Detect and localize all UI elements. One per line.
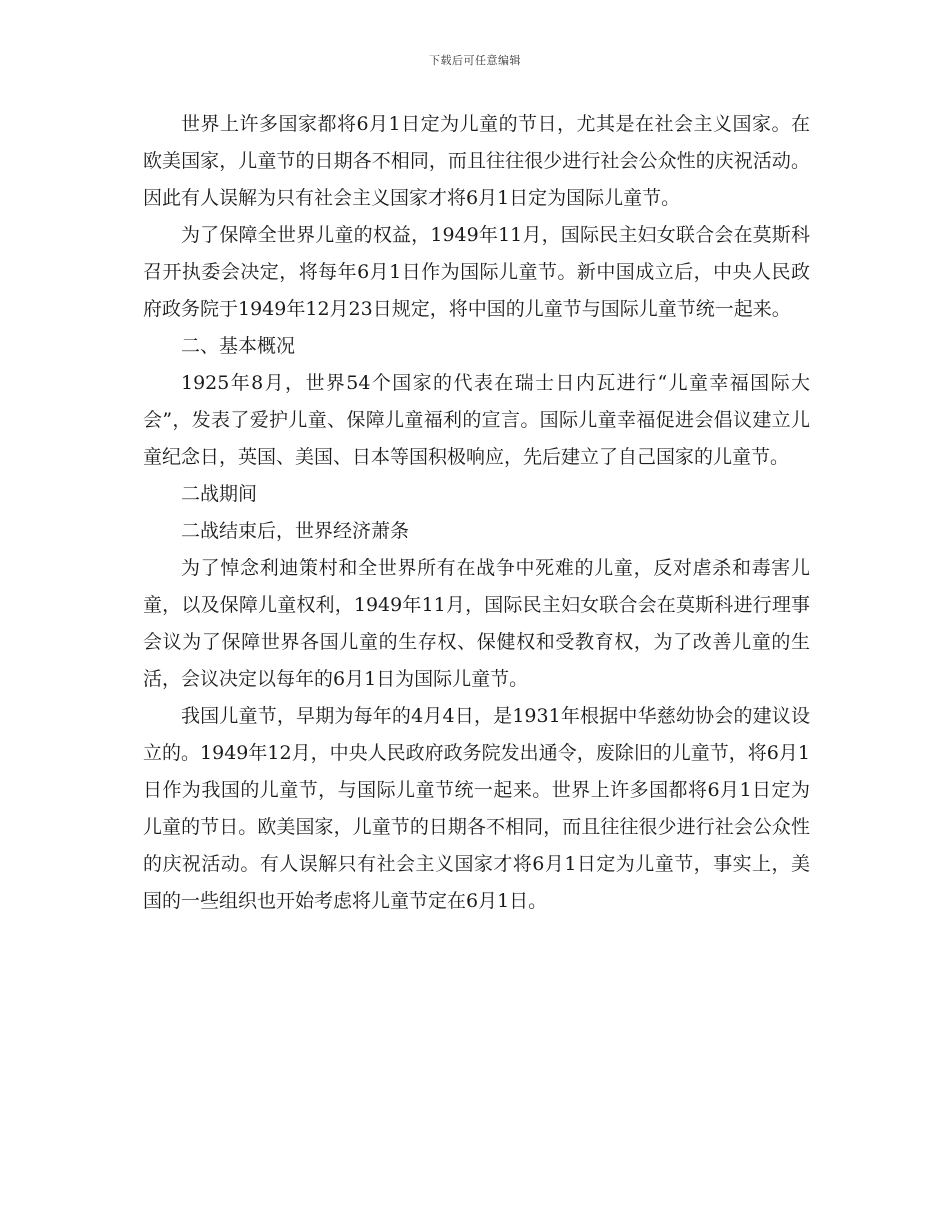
paragraph-intro: 世界上许多国家都将6月1日定为儿童的节日，尤其是在社会主义国家。在欧美国家，儿童节的日期各不相同，而且往往很少进行社会公众性的庆祝活动。因此有人误解为只有社会主义国家才将6月1日定为国际儿童节。 [143, 113, 810, 209]
paragraph-1925-conference: 1925年8月，世界54个国家的代表在瑞士日内瓦进行“儿童幸福国际大会”，发表了爱护儿童、保障儿童福利的宣言。国际儿童幸福促进会倡议建立儿童纪念日，英国、美国、日本等国积极响应，先后建立了自己国家的儿童节。 [143, 372, 810, 468]
document-body [143, 106, 810, 920]
section-heading-basic-overview: 二、基本概况 [181, 335, 296, 357]
paragraph-lidice-memorial: 为了悼念利迪策村和全世界所有在战争中死难的儿童，反对虐杀和毒害儿童，以及保障儿童权利，1949年11月，国际民主妇女联合会在莫斯科进行理事会议为了保障世界各国儿童的生存权、保健权和受教育权，为了改善儿童的生活，会议决定以每年的6月1日为国际儿童节。 [143, 557, 810, 690]
subheading-post-war: 二战结束后，世界经济萧条 [181, 520, 410, 542]
paragraph-china-childrens-day: 我国儿童节，早期为每年的4月4日，是1931年根据中华慈幼协会的建议设立的。1949年12月，中央人民政府政务院发出通令，废除旧的儿童节，将6月1日作为我国的儿童节，与国际儿童节统一起来。世界上许多国都将6月1日定为儿童的节日。欧美国家，儿童节的日期各不相同，而且往往很少进行社会公众性的庆祝活动。有人误解只有社会主义国家才将6月1日定为儿童节，事实上，美国的一些组织也开始考虑将儿童节定在6月1日。 [143, 705, 810, 912]
paragraph-history: 为了保障全世界儿童的权益，1949年11月，国际民主妇女联合会在莫斯科召开执委会决定，将每年6月1日作为国际儿童节。新中国成立后，中央人民政府政务院于1949年12月23日规定，将中国的儿童节与国际儿童节统一起来。 [143, 224, 810, 320]
page-header: 下载后可任意编辑 [429, 54, 521, 67]
subheading-wwii-period: 二战期间 [181, 483, 258, 505]
